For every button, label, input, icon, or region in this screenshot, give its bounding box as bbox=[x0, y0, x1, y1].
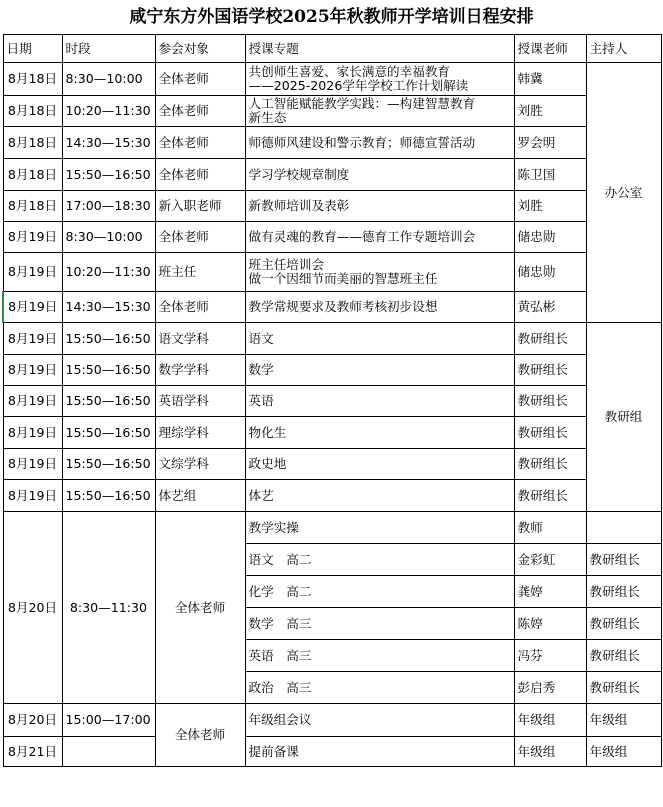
audience-cell: 体艺组 bbox=[155, 480, 245, 512]
date-cell: 8月19日 bbox=[3, 222, 62, 253]
topic-cell: 语文 高二 bbox=[245, 544, 514, 576]
host-cell: 教研组长 bbox=[586, 576, 661, 608]
topic-cell: 教学常规要求及教师考核初步设想 bbox=[245, 292, 514, 323]
topic-cell: 做有灵魂的教育——德育工作专题培训会 bbox=[245, 222, 514, 253]
teacher-cell: 金彩虹 bbox=[514, 544, 586, 576]
date-cell: 8月18日 bbox=[3, 96, 62, 127]
time-cell: 17:00—18:30 bbox=[62, 191, 155, 222]
topic-cell: 新教师培训及表彰 bbox=[245, 191, 514, 222]
host-cell: 教研组长 bbox=[586, 608, 661, 640]
host-cell: 教研组长 bbox=[586, 672, 661, 704]
time-cell: 15:00—17:00 bbox=[62, 704, 155, 737]
date-cell: 8月19日 bbox=[3, 417, 62, 449]
time-cell: 15:50—16:50 bbox=[62, 449, 155, 480]
table-row bbox=[3, 480, 661, 512]
page-title: 咸宁东方外国语学校2025年秋教师开学培训日程安排 bbox=[129, 7, 534, 27]
host-cell: 年级组 bbox=[586, 704, 661, 737]
host-cell: 教研组长 bbox=[586, 544, 661, 576]
table-row bbox=[3, 96, 661, 127]
topic-cell: 政史地 bbox=[245, 449, 514, 480]
topic-cell: 师德师风建设和警示教育；师德宣誓活动 bbox=[245, 127, 514, 159]
date-cell: 8月21日 bbox=[3, 737, 62, 767]
table-row bbox=[3, 222, 661, 253]
topic-cell: 英语 高三 bbox=[245, 640, 514, 672]
audience-cell: 全体老师 bbox=[155, 63, 245, 96]
date-cell: 8月20日 bbox=[3, 512, 62, 704]
table-row bbox=[3, 159, 661, 191]
teacher-cell: 陈卫国 bbox=[514, 159, 586, 191]
topic-cell: 体艺 bbox=[245, 480, 514, 512]
topic-cell: 班主任培训会 做一个因细节而美丽的智慧班主任 bbox=[245, 253, 514, 292]
date-cell: 8月18日 bbox=[3, 191, 62, 222]
column-header: 主持人 bbox=[586, 35, 661, 63]
audience-cell: 全体老师 bbox=[155, 96, 245, 127]
column-header: 时段 bbox=[62, 35, 155, 63]
host-cell: 教研组 bbox=[586, 323, 661, 512]
topic-cell: 年级组会议 bbox=[245, 704, 514, 737]
table-row bbox=[3, 417, 661, 449]
date-cell: 8月18日 bbox=[3, 127, 62, 159]
date-cell: 8月19日 bbox=[3, 323, 62, 355]
date-cell: 8月19日 bbox=[3, 355, 62, 386]
teacher-cell: 教研组长 bbox=[514, 355, 586, 386]
time-cell: 10:20—11:30 bbox=[62, 253, 155, 292]
teacher-cell: 罗会明 bbox=[514, 127, 586, 159]
teacher-cell: 龚婷 bbox=[514, 576, 586, 608]
time-cell: 14:30—15:30 bbox=[62, 292, 155, 323]
teacher-cell: 刘胜 bbox=[514, 191, 586, 222]
time-cell bbox=[62, 737, 155, 767]
table-row bbox=[3, 449, 661, 480]
topic-cell: 化学 高二 bbox=[245, 576, 514, 608]
audience-cell: 全体老师 bbox=[155, 222, 245, 253]
table-header-row bbox=[3, 35, 661, 63]
teacher-cell: 年级组 bbox=[514, 704, 586, 737]
table-row bbox=[3, 63, 661, 96]
column-header: 日期 bbox=[3, 35, 62, 63]
column-header: 授课专题 bbox=[245, 35, 514, 63]
audience-cell: 语文学科 bbox=[155, 323, 245, 355]
date-cell: 8月19日 bbox=[3, 253, 62, 292]
topic-cell: 数学 bbox=[245, 355, 514, 386]
topic-cell: 物化生 bbox=[245, 417, 514, 449]
teacher-cell: 陈婷 bbox=[514, 608, 586, 640]
time-cell: 8:30—10:00 bbox=[62, 222, 155, 253]
date-cell: 8月20日 bbox=[3, 704, 62, 737]
topic-cell: 学习学校规章制度 bbox=[245, 159, 514, 191]
date-cell: 8月18日 bbox=[3, 159, 62, 191]
time-cell: 15:50—16:50 bbox=[62, 386, 155, 417]
topic-cell: 政治 高三 bbox=[245, 672, 514, 704]
schedule-table bbox=[2, 34, 662, 767]
audience-cell: 全体老师 bbox=[155, 127, 245, 159]
time-cell: 8:30—10:00 bbox=[62, 63, 155, 96]
host-cell: 教研组长 bbox=[586, 640, 661, 672]
audience-cell: 数学学科 bbox=[155, 355, 245, 386]
topic-cell: 数学 高三 bbox=[245, 608, 514, 640]
audience-cell: 全体老师 bbox=[155, 292, 245, 323]
topic-cell: 共创师生喜爱、家长满意的幸福教育 ——2025-2026学年学校工作计划解读 bbox=[245, 63, 514, 96]
audience-cell: 理综学科 bbox=[155, 417, 245, 449]
teacher-cell: 冯芬 bbox=[514, 640, 586, 672]
time-cell: 15:50—16:50 bbox=[62, 417, 155, 449]
audience-cell: 班主任 bbox=[155, 253, 245, 292]
table-row bbox=[3, 292, 661, 323]
teacher-cell: 教研组长 bbox=[514, 386, 586, 417]
time-cell: 15:50—16:50 bbox=[62, 159, 155, 191]
time-cell: 15:50—16:50 bbox=[62, 355, 155, 386]
table-row bbox=[3, 512, 661, 544]
teacher-cell: 教师 bbox=[514, 512, 586, 544]
date-cell: 8月18日 bbox=[3, 63, 62, 96]
date-cell: 8月19日 bbox=[3, 480, 62, 512]
table-row bbox=[3, 253, 661, 292]
teacher-cell: 教研组长 bbox=[514, 480, 586, 512]
column-header: 授课老师 bbox=[514, 35, 586, 63]
time-cell: 8:30—11:30 bbox=[62, 512, 155, 704]
audience-cell: 全体老师 bbox=[155, 704, 245, 767]
teacher-cell: 教研组长 bbox=[514, 449, 586, 480]
date-cell: 8月19日 bbox=[3, 292, 62, 323]
topic-cell: 提前备课 bbox=[245, 737, 514, 767]
audience-cell: 新入职老师 bbox=[155, 191, 245, 222]
teacher-cell: 彭启秀 bbox=[514, 672, 586, 704]
teacher-cell: 刘胜 bbox=[514, 96, 586, 127]
teacher-cell: 储忠勋 bbox=[514, 222, 586, 253]
teacher-cell: 黄弘彬 bbox=[514, 292, 586, 323]
time-cell: 10:20—11:30 bbox=[62, 96, 155, 127]
teacher-cell: 储忠勋 bbox=[514, 253, 586, 292]
host-cell bbox=[586, 512, 661, 544]
audience-cell: 全体老师 bbox=[155, 159, 245, 191]
table-row bbox=[3, 737, 661, 767]
audience-cell: 文综学科 bbox=[155, 449, 245, 480]
topic-cell: 人工智能赋能教学实践：—构建智慧教育 新生态 bbox=[245, 96, 514, 127]
teacher-cell: 教研组长 bbox=[514, 417, 586, 449]
time-cell: 15:50—16:50 bbox=[62, 323, 155, 355]
table-row bbox=[3, 323, 661, 355]
audience-cell: 英语学科 bbox=[155, 386, 245, 417]
date-cell: 8月19日 bbox=[3, 449, 62, 480]
host-cell: 年级组 bbox=[586, 737, 661, 767]
table-row bbox=[3, 386, 661, 417]
table-row bbox=[3, 127, 661, 159]
teacher-cell: 年级组 bbox=[514, 737, 586, 767]
teacher-cell: 教研组长 bbox=[514, 323, 586, 355]
topic-cell: 英语 bbox=[245, 386, 514, 417]
table-row bbox=[3, 704, 661, 737]
teacher-cell: 韩冀 bbox=[514, 63, 586, 96]
table-row bbox=[3, 191, 661, 222]
host-cell: 办公室 bbox=[586, 63, 661, 323]
date-cell: 8月19日 bbox=[3, 386, 62, 417]
time-cell: 15:50—16:50 bbox=[62, 480, 155, 512]
column-header: 参会对象 bbox=[155, 35, 245, 63]
table-row bbox=[3, 355, 661, 386]
audience-cell: 全体老师 bbox=[155, 512, 245, 704]
topic-cell: 语文 bbox=[245, 323, 514, 355]
topic-cell: 教学实操 bbox=[245, 512, 514, 544]
time-cell: 14:30—15:30 bbox=[62, 127, 155, 159]
